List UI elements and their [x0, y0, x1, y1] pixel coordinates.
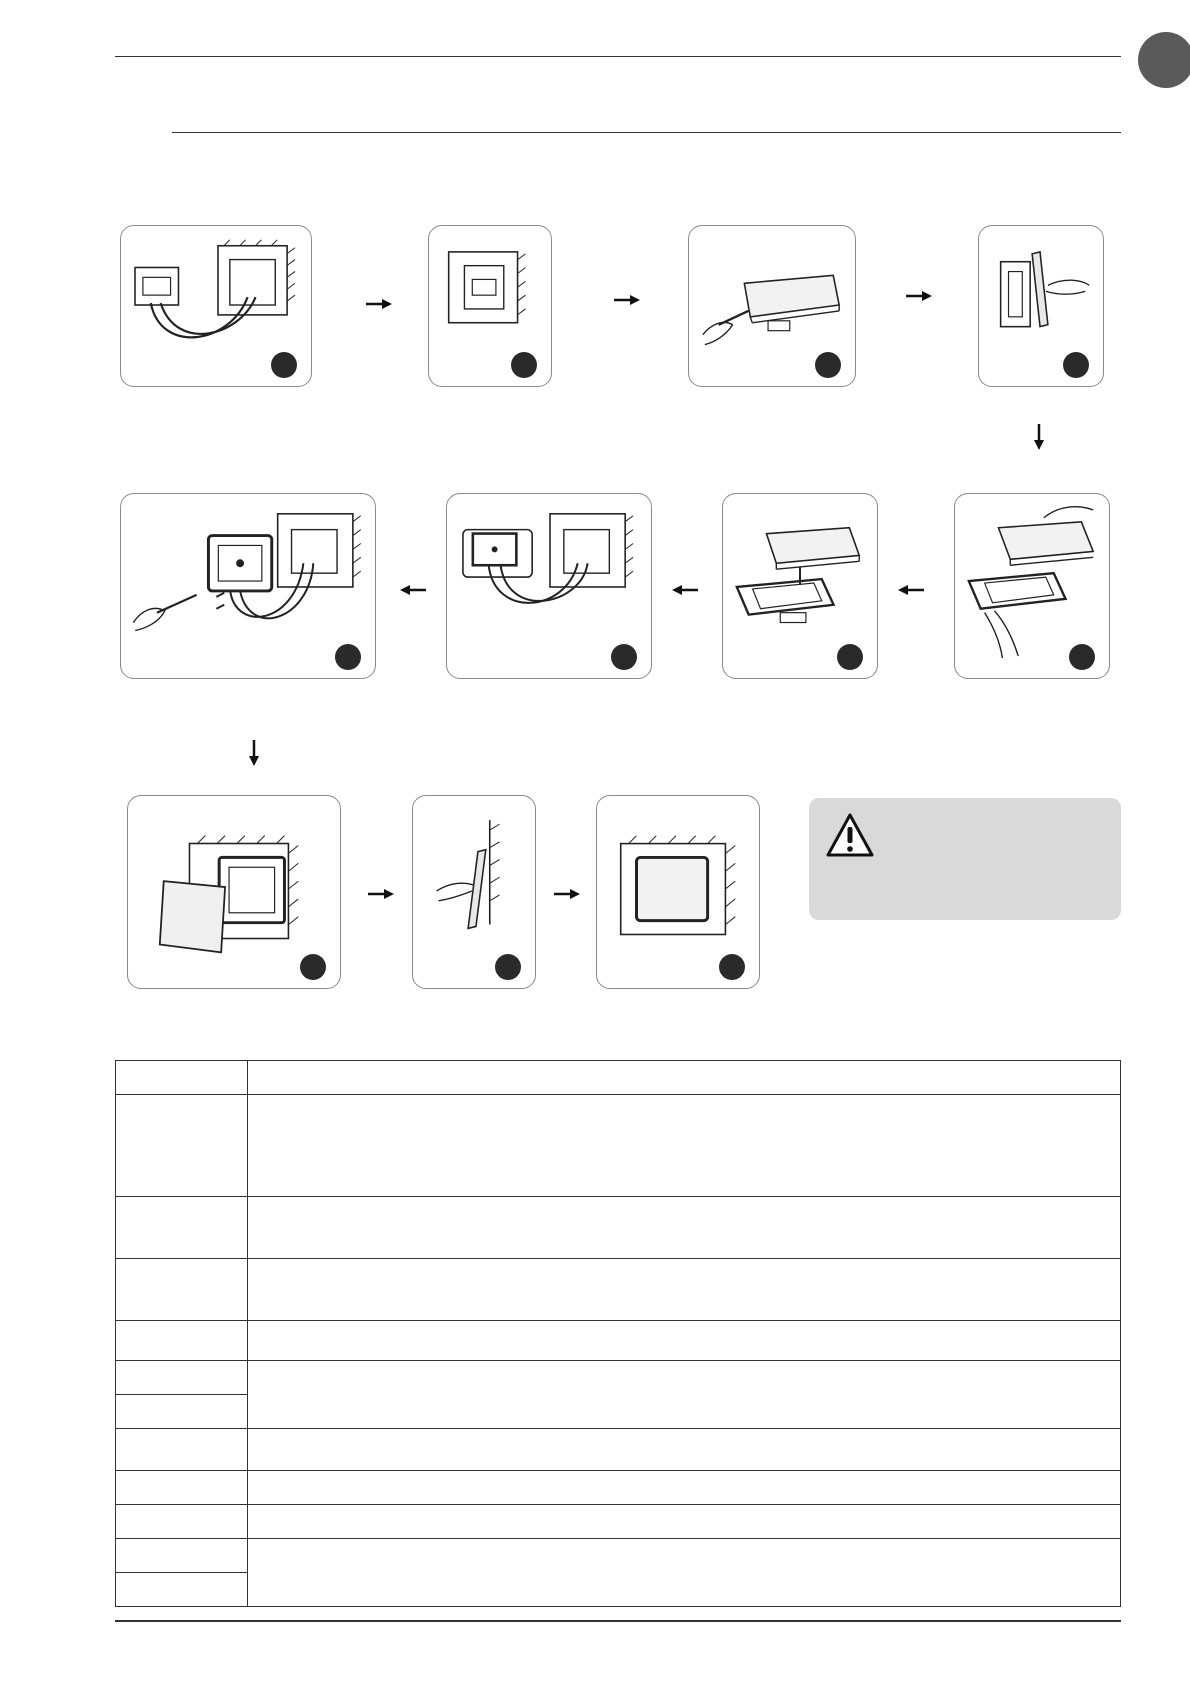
table-key-cell	[116, 1539, 248, 1573]
step-panel-6	[722, 493, 878, 679]
table-key-cell	[116, 1061, 248, 1095]
table-value-cell	[248, 1061, 1121, 1095]
arrow-right-icon	[554, 888, 580, 900]
arrow-left-icon	[898, 584, 924, 596]
table-row	[116, 1197, 1121, 1259]
step-number-badge	[815, 352, 841, 378]
step-number-badge	[1069, 644, 1095, 670]
header-rule-top	[115, 56, 1121, 57]
warning-box	[809, 798, 1121, 920]
step-panel-3	[688, 225, 856, 387]
table-key-cell	[116, 1197, 248, 1259]
arrow-down-icon	[1033, 424, 1045, 450]
table-value-cell	[248, 1539, 1121, 1607]
arrow-left-icon	[400, 584, 426, 596]
table-row	[116, 1259, 1121, 1321]
step-panel-2	[428, 225, 552, 387]
arrow-right-icon	[366, 298, 392, 310]
section-title-rule	[172, 132, 1121, 133]
step-number-badge	[300, 954, 326, 980]
step-number-badge	[511, 352, 537, 378]
step-panel-1	[120, 225, 312, 387]
step-panel-10	[412, 795, 536, 989]
table-value-cell	[248, 1505, 1121, 1539]
step-number-badge	[271, 352, 297, 378]
table-value-cell	[248, 1321, 1121, 1361]
table-row	[116, 1095, 1121, 1197]
table-key-cell	[116, 1259, 248, 1321]
step-number-badge	[1063, 352, 1089, 378]
table-row	[116, 1539, 1121, 1573]
table-value-cell	[248, 1259, 1121, 1321]
step-panel-7	[446, 493, 652, 679]
step-panel-9	[127, 795, 341, 989]
table-key-cell	[116, 1573, 248, 1607]
table-key-cell	[116, 1395, 248, 1429]
step-number-badge	[611, 644, 637, 670]
step-panel-11	[596, 795, 760, 989]
table-row	[116, 1361, 1121, 1395]
step-number-badge	[719, 954, 745, 980]
table-value-cell	[248, 1095, 1121, 1197]
table-key-cell	[116, 1361, 248, 1395]
step-panel-5	[954, 493, 1110, 679]
table-key-cell	[116, 1321, 248, 1361]
table-row	[116, 1505, 1121, 1539]
step-number-badge	[495, 954, 521, 980]
arrow-right-icon	[368, 888, 394, 900]
page-tab-circle	[1138, 32, 1190, 88]
arrow-right-icon	[614, 294, 640, 306]
table-row	[116, 1429, 1121, 1471]
table-value-cell	[248, 1361, 1121, 1429]
step-number-badge	[837, 644, 863, 670]
step-panel-8	[120, 493, 376, 679]
step-number-badge	[335, 644, 361, 670]
warning-triangle-icon	[825, 812, 875, 858]
specifications-table	[115, 1060, 1121, 1607]
table-value-cell	[248, 1471, 1121, 1505]
table-key-cell	[116, 1429, 248, 1471]
footer-rule	[115, 1620, 1121, 1622]
table-row	[116, 1471, 1121, 1505]
table-value-cell	[248, 1429, 1121, 1471]
table-key-cell	[116, 1471, 248, 1505]
step-panel-4	[978, 225, 1104, 387]
table-row	[116, 1061, 1121, 1095]
table-row	[116, 1321, 1121, 1361]
arrow-down-icon	[248, 740, 260, 766]
table-value-cell	[248, 1197, 1121, 1259]
table-key-cell	[116, 1095, 248, 1197]
arrow-left-icon	[672, 584, 698, 596]
arrow-right-icon	[906, 290, 932, 302]
table-key-cell	[116, 1505, 248, 1539]
